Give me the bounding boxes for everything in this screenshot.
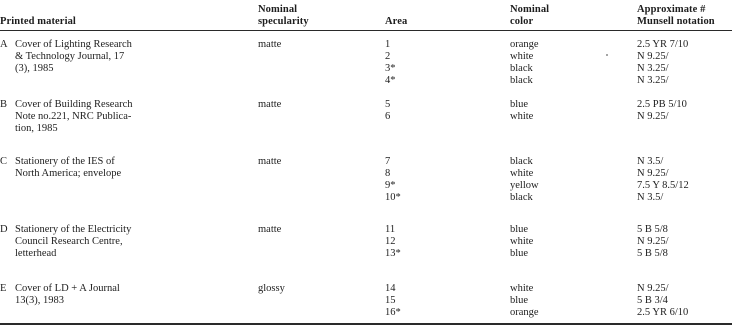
- area-value: 11: [385, 224, 396, 235]
- color-value: white: [510, 51, 534, 62]
- munsell-value: N 9.25/: [637, 168, 669, 179]
- color-values: [510, 156, 539, 204]
- color-value: blue: [510, 295, 529, 306]
- area-value: 6: [385, 111, 391, 122]
- color-value: blue: [510, 224, 529, 235]
- area-value: 7: [385, 156, 391, 167]
- munsell-value: 2.5 YR 6/10: [637, 307, 689, 318]
- color-value: black: [510, 75, 533, 86]
- munsell-value: N 3.5/: [637, 156, 664, 167]
- header-color: [510, 4, 549, 28]
- area-values: [385, 224, 401, 260]
- specularity-value: matte: [258, 39, 282, 50]
- row-letter: B: [0, 99, 8, 110]
- munsell-values: [637, 283, 688, 319]
- header-munsell: [637, 4, 715, 28]
- material-line: Cover of Building Research: [15, 99, 133, 110]
- munsell-value: N 3.25/: [637, 75, 669, 86]
- row-letter: E: [0, 283, 7, 294]
- munsell-value: 2.5 PB 5/10: [637, 99, 687, 110]
- munsell-value: N 9.25/: [637, 283, 669, 294]
- area-value: 8: [385, 168, 391, 179]
- munsell-values: [637, 39, 688, 87]
- area-value: 9*: [385, 180, 396, 191]
- color-value: black: [510, 63, 533, 74]
- material-line: Cover of LD + A Journal: [15, 283, 120, 294]
- header-color-line2: color: [510, 16, 534, 27]
- specularity-value: matte: [258, 156, 282, 167]
- area-values: [385, 39, 396, 87]
- munsell-value: N 9.25/: [637, 51, 669, 62]
- material-line: North America; envelope: [15, 168, 122, 179]
- header-area: Area: [385, 16, 408, 27]
- row-letter: A: [0, 39, 8, 50]
- material-description: [15, 39, 132, 75]
- area-values: [385, 99, 390, 123]
- area-value: 3*: [385, 63, 396, 74]
- material-description: [15, 99, 133, 135]
- specularity-value: matte: [258, 224, 282, 235]
- area-value: 13*: [385, 248, 401, 259]
- material-line: Stationery of the Electricity: [15, 224, 132, 235]
- munsell-values: [637, 99, 687, 123]
- area-value: 2: [385, 51, 391, 62]
- material-description: [15, 156, 121, 180]
- area-value: 15: [385, 295, 396, 306]
- header-color-line1: Nominal: [510, 4, 550, 15]
- area-value: 14: [385, 283, 396, 294]
- header-specularity: [258, 4, 309, 28]
- area-value: 12: [385, 236, 396, 247]
- material-line: 13(3), 1983: [15, 295, 64, 306]
- munsell-value: 5 B 5/8: [637, 248, 668, 259]
- area-value: 4*: [385, 75, 396, 86]
- material-description: [15, 224, 131, 260]
- header-munsell-line2: Munsell notation: [637, 16, 715, 27]
- color-value: black: [510, 156, 533, 167]
- area-value: 10*: [385, 192, 401, 203]
- top-rule: [0, 30, 732, 31]
- material-line: Stationery of the IES of: [15, 156, 115, 167]
- munsell-value: N 9.25/: [637, 111, 669, 122]
- color-value: orange: [510, 39, 539, 50]
- specularity-value: glossy: [258, 283, 285, 294]
- color-value: yellow: [510, 180, 539, 191]
- color-value: black: [510, 192, 533, 203]
- munsell-values: [637, 156, 689, 204]
- area-value: 1: [385, 39, 391, 50]
- munsell-values: [637, 224, 669, 260]
- row-letter: C: [0, 156, 8, 167]
- color-values: [510, 99, 533, 123]
- color-value: blue: [510, 248, 529, 259]
- color-values: [510, 39, 539, 87]
- material-line: Cover of Lighting Research: [15, 39, 132, 50]
- munsell-value: N 3.5/: [637, 192, 664, 203]
- color-value: orange: [510, 307, 539, 318]
- material-line: letterhead: [15, 248, 57, 259]
- area-value: 16*: [385, 307, 401, 318]
- row-letter: D: [0, 224, 8, 235]
- munsell-value: 2.5 YR 7/10: [637, 39, 689, 50]
- scan-speck: [606, 54, 608, 56]
- munsell-value: N 3.25/: [637, 63, 669, 74]
- specularity-value: matte: [258, 99, 282, 110]
- color-values: [510, 224, 533, 260]
- color-value: white: [510, 236, 534, 247]
- color-value: white: [510, 168, 534, 179]
- area-values: [385, 156, 401, 204]
- color-value: white: [510, 283, 534, 294]
- area-values: [385, 283, 401, 319]
- munsell-value: 5 B 3/4: [637, 295, 668, 306]
- color-value: white: [510, 111, 534, 122]
- material-line: Council Research Centre,: [15, 236, 123, 247]
- header-printed-material: Printed material: [0, 16, 76, 27]
- header-munsell-line1: Approximate #: [637, 4, 706, 15]
- munsell-value: 5 B 5/8: [637, 224, 668, 235]
- area-value: 5: [385, 99, 391, 110]
- material-line: tion, 1985: [15, 123, 58, 134]
- bottom-rule: [0, 323, 732, 325]
- material-line: Note no.221, NRC Publica-: [15, 111, 132, 122]
- munsell-value: N 9.25/: [637, 236, 669, 247]
- material-line: & Technology Journal, 17: [15, 51, 125, 62]
- color-values: [510, 283, 539, 319]
- munsell-value: 7.5 Y 8.5/12: [637, 180, 689, 191]
- color-value: blue: [510, 99, 529, 110]
- header-specularity-line1: Nominal: [258, 4, 298, 15]
- material-description: [15, 283, 120, 307]
- material-line: (3), 1985: [15, 63, 54, 74]
- header-specularity-line2: specularity: [258, 16, 309, 27]
